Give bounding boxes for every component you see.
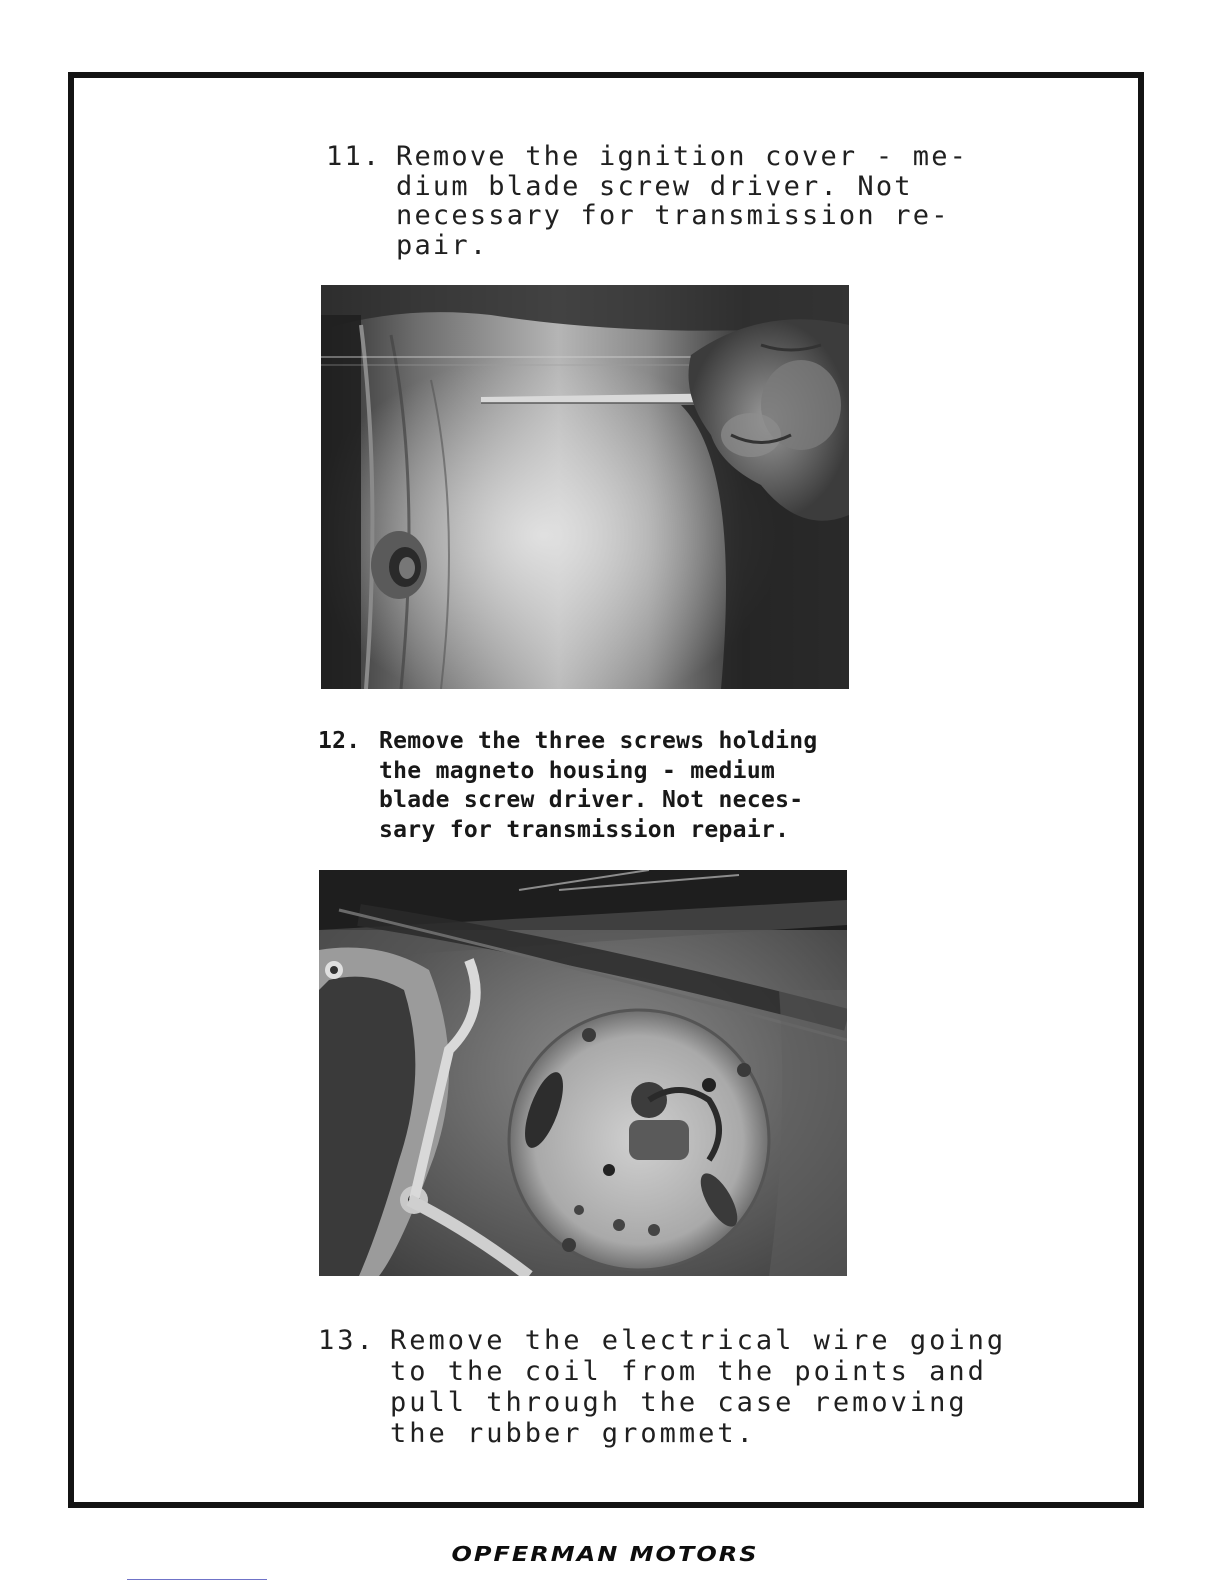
screwdriver-photo-icon	[321, 285, 849, 689]
step-13	[318, 1325, 1006, 1449]
step-line: the magneto housing - medium	[379, 757, 776, 784]
step-text	[379, 727, 818, 846]
step-line: necessary for transmission re-	[396, 200, 950, 231]
step-line: sary for transmission repair.	[379, 817, 790, 844]
brand-logo: OPFERMAN MOTORS	[451, 1542, 759, 1566]
step-line: Remove the three screws holding	[379, 728, 818, 754]
step-11	[326, 142, 968, 260]
step-text	[390, 1325, 1006, 1449]
step-line: pair.	[396, 229, 489, 261]
step-line: Remove the ignition cover - me-	[396, 141, 969, 172]
step-number: 13.	[318, 1325, 376, 1356]
screwdriver-photo	[321, 285, 849, 689]
step-line: to the coil from the points and	[390, 1356, 987, 1387]
step-line: pull through the case removing	[390, 1387, 968, 1418]
footer-rule	[127, 1579, 267, 1580]
step-line: dium blade screw driver. Not	[396, 170, 913, 202]
step-line: Remove the electrical wire going	[390, 1325, 1007, 1356]
step-12	[318, 727, 818, 846]
step-line: the rubber grommet.	[390, 1418, 756, 1449]
step-number: 12.	[318, 728, 361, 754]
magneto-housing-photo-icon	[319, 870, 847, 1276]
magneto-housing-photo	[319, 870, 847, 1276]
step-number: 11.	[326, 141, 382, 172]
step-line: blade screw driver. Not neces-	[379, 787, 804, 814]
step-text	[396, 142, 968, 260]
